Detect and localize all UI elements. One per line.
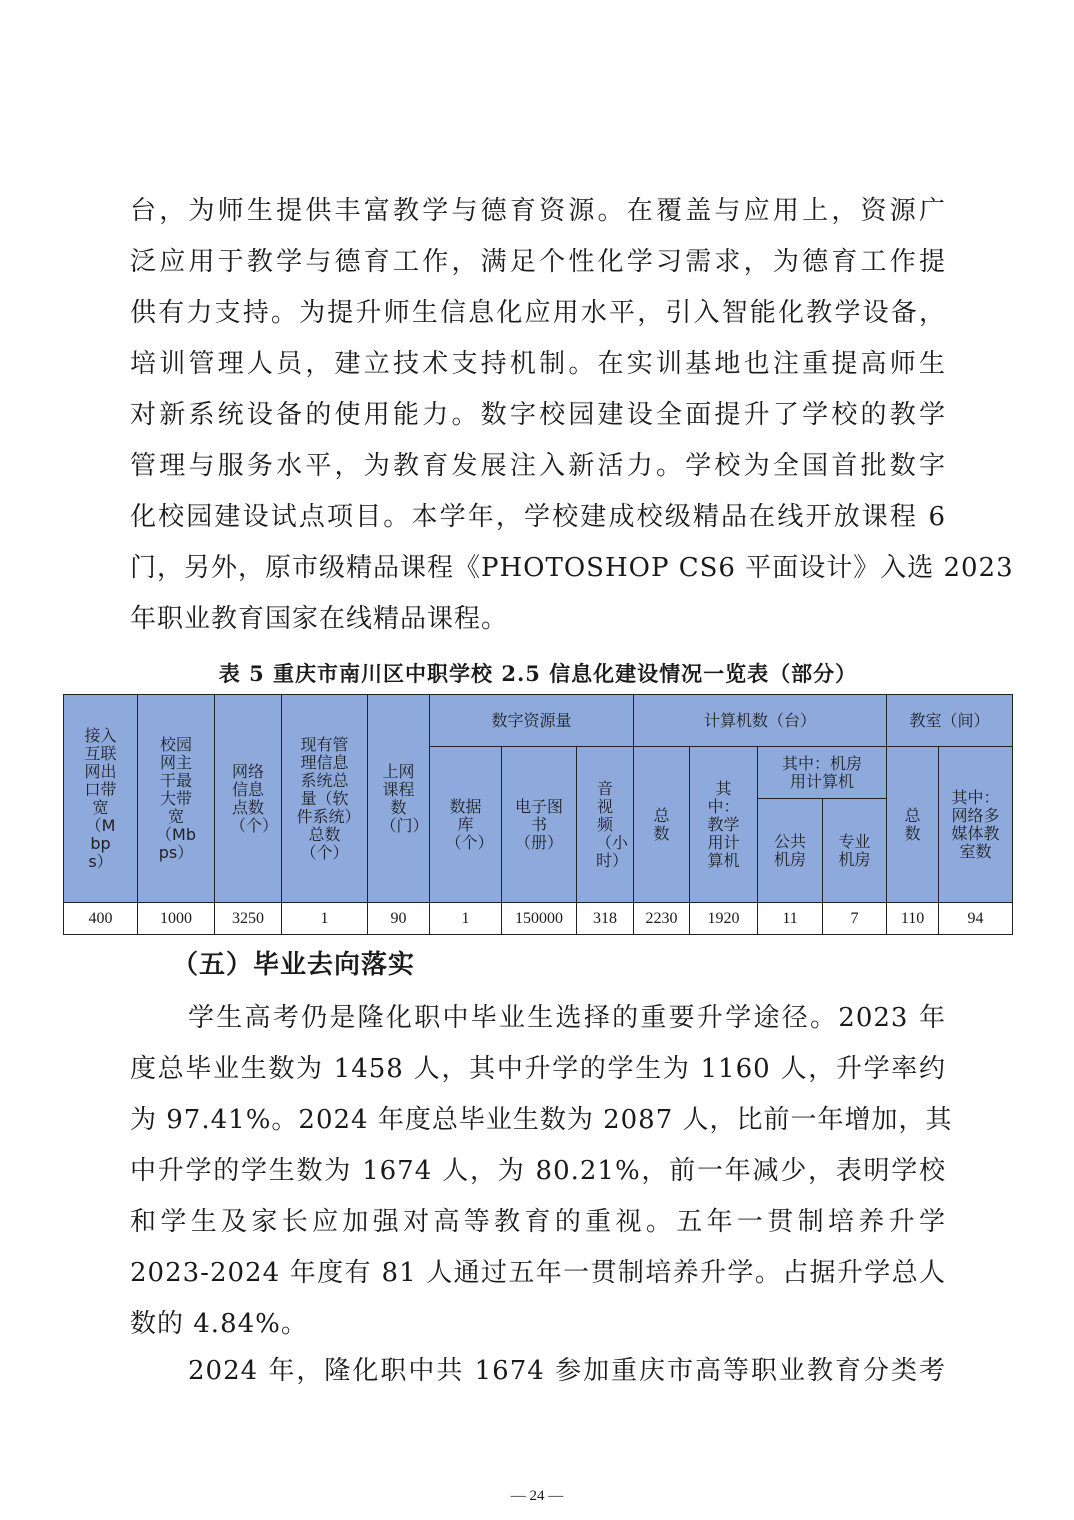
header-special-lab: 专业机房 — [823, 799, 887, 903]
table-cell: 90 — [368, 903, 430, 935]
table-cell: 1 — [282, 903, 368, 935]
text-line: 2023-2024 年度有 81 人通过五年一贯制培养升学。占据升学总人 — [130, 1258, 946, 1288]
text-line: 管理与服务水平，为教育发展注入新活力。学校为全国首批数字 — [130, 451, 946, 481]
text-line: 供有力支持。为提升师生信息化应用水平，引入智能化教学设备， — [130, 298, 946, 328]
table-cell: 1 — [430, 903, 502, 935]
table-row — [64, 903, 1013, 935]
header-public-lab: 公共机房 — [758, 799, 823, 903]
text-line: 学生高考仍是隆化职中毕业生选择的重要升学途径。2023 年 — [188, 1003, 946, 1033]
section-heading: （五）毕业去向落实 — [172, 950, 416, 980]
text-line: 泛应用于教学与德育工作，满足个性化学习需求，为德育工作提 — [130, 247, 946, 277]
text-line: 对新系统设备的使用能力。数字校园建设全面提升了学校的教学 — [130, 400, 946, 430]
header-digital-resources: 数字资源量 — [430, 695, 634, 747]
text-line: 门，另外，原市级精品课程《PHOTOSHOP CS6 平面设计》入选 2023 — [130, 553, 1014, 583]
text-line: 和学生及家长应加强对高等教育的重视。五年一贯制培养升学 — [130, 1207, 946, 1237]
header-teaching-computers: 其中：教学用计算机 — [690, 747, 758, 903]
header-classroom-total: 总数 — [887, 747, 939, 903]
header-computers: 计算机数（台） — [634, 695, 887, 747]
paragraph-1 — [130, 186, 1014, 645]
header-database: 数据库（个） — [430, 747, 502, 903]
table-cell: 400 — [64, 903, 138, 935]
table-cell: 94 — [939, 903, 1013, 935]
text-line: 为 97.41%。2024 年度总毕业生数为 2087 人，比前一年增加，其 — [130, 1105, 953, 1135]
header-classrooms: 教室（间） — [887, 695, 1013, 747]
text-line: 数的 4.84%。 — [130, 1309, 308, 1339]
header-computer-total: 总数 — [634, 747, 690, 903]
text-line: 年职业教育国家在线精品课程。 — [130, 604, 509, 634]
header-network-points: 网络信息点数（个） — [215, 695, 282, 903]
header-bandwidth: 接入互联网出口带宽（Mbps） — [64, 695, 138, 903]
table-cell: 11 — [758, 903, 823, 935]
text-line: 2024 年，隆化职中共 1674 参加重庆市高等职业教育分类考 — [188, 1356, 946, 1386]
header-lab-computers: 其中：机房用计算机 — [758, 747, 887, 799]
paragraph-2 — [130, 993, 953, 1350]
page-number: — 24 — — [510, 1488, 564, 1504]
table-cell: 110 — [887, 903, 939, 935]
table-cell: 1920 — [690, 903, 758, 935]
text-line: 台，为师生提供丰富教学与德育资源。在覆盖与应用上，资源广 — [130, 196, 946, 226]
text-line: 化校园建设试点项目。本学年，学校建成校级精品在线开放课程 6 — [130, 502, 946, 532]
text-line: 培训管理人员，建立技术支持机制。在实训基地也注重提高师生 — [130, 349, 946, 379]
header-ebooks: 电子图书（册） — [502, 747, 577, 903]
text-line: 中升学的学生数为 1674 人，为 80.21%，前一年减少，表明学校 — [130, 1156, 946, 1186]
header-audio-video: 音视频（小时） — [577, 747, 634, 903]
table-cell: 318 — [577, 903, 634, 935]
table-cell: 3250 — [215, 903, 282, 935]
table-caption: 表 5 重庆市南川区中职学校 2.5 信息化建设情况一览表（部分） — [218, 661, 858, 686]
table-cell: 7 — [823, 903, 887, 935]
header-multimedia-rooms: 其中：网络多媒体教室数 — [939, 747, 1013, 903]
text-line: 度总毕业生数为 1458 人，其中升学的学生为 1160 人，升学率约 — [130, 1054, 946, 1084]
paragraph-3 — [130, 1346, 946, 1397]
table-cell: 2230 — [634, 903, 690, 935]
header-campus-bandwidth: 校园网主干最大带宽（Mbps） — [138, 695, 215, 903]
info-table — [63, 694, 1013, 935]
table-cell: 1000 — [138, 903, 215, 935]
header-online-courses: 上网课程数（门） — [368, 695, 430, 903]
table-cell: 150000 — [502, 903, 577, 935]
header-info-systems: 现有管理信息系统总量（软件系统）总数（个） — [282, 695, 368, 903]
